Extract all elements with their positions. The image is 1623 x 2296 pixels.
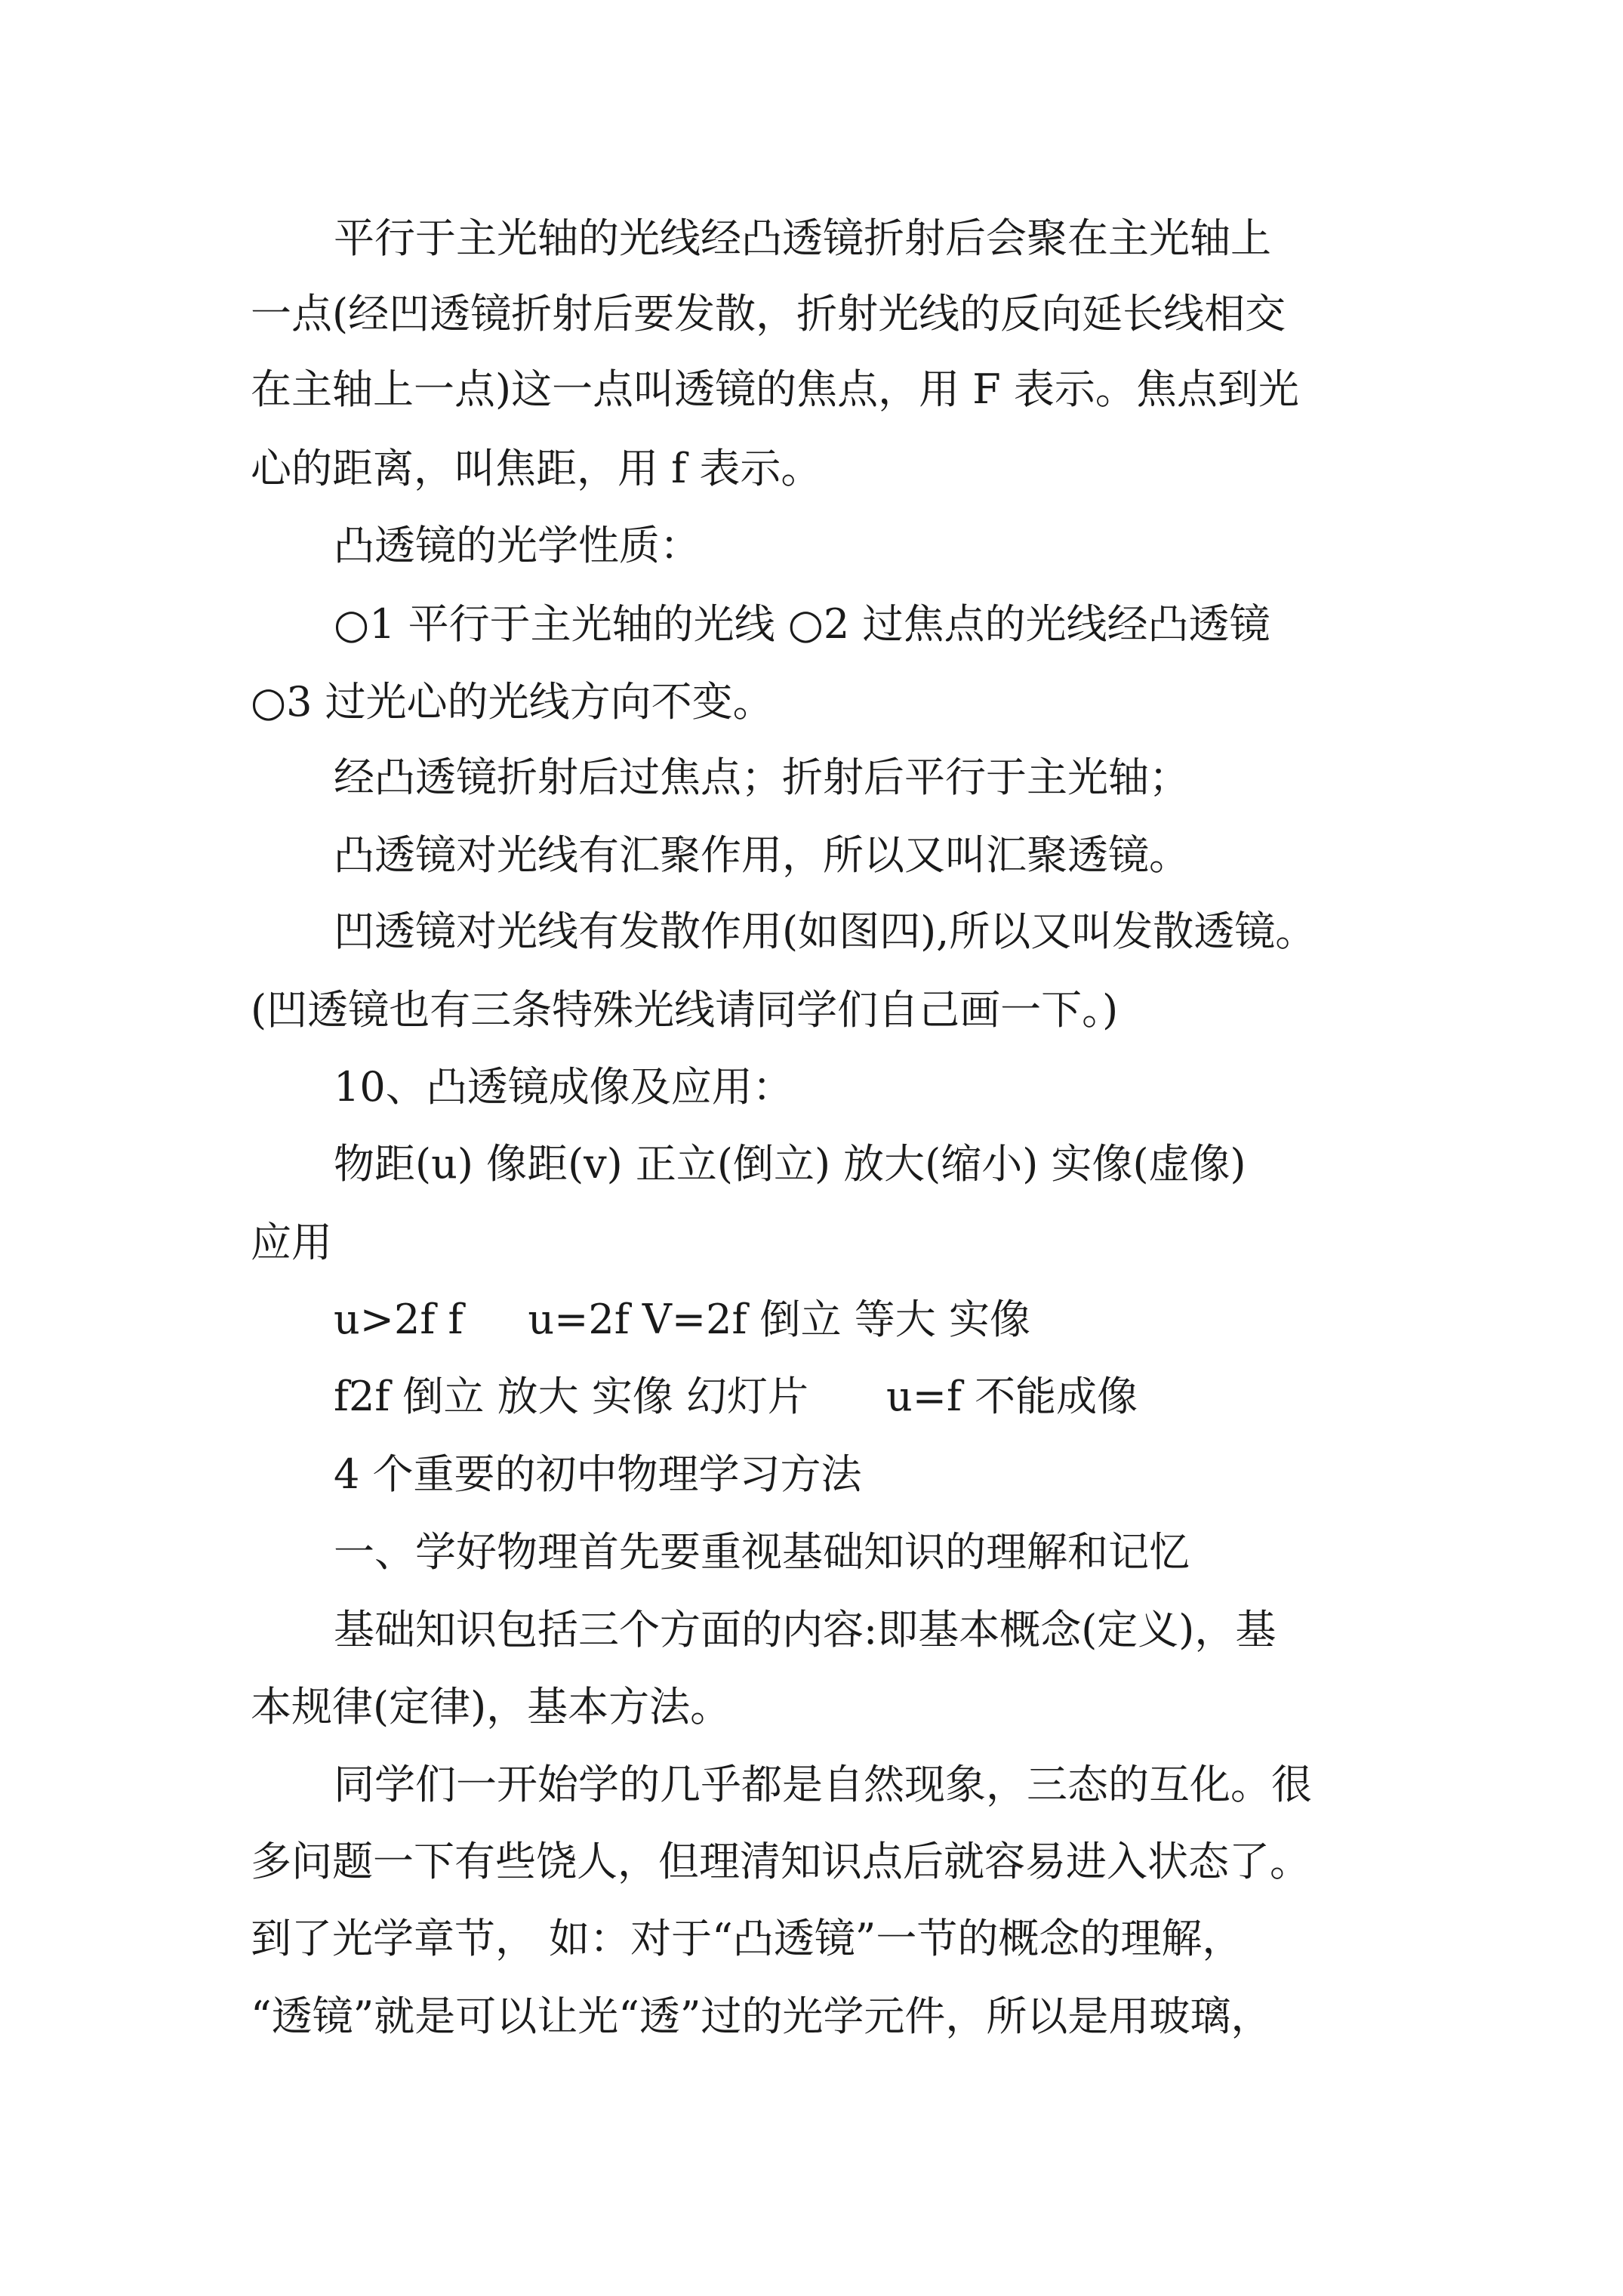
paragraph-line: 基础知识包括三个方面的内容:即基本概念(定义)，基 — [334, 1606, 1277, 1653]
section-heading: 一、学好物理首先要重视基础知识的理解和记忆 — [334, 1528, 1190, 1576]
paragraph-line: 物距(u) 像距(v) 正立(倒立) 放大(缩小) 实像(虚像) — [334, 1140, 1246, 1188]
paragraph-line: 多问题一下有些饶人，但理清知识点后就容易进入状态了。 — [251, 1838, 1310, 1885]
paragraph-line: 平行于主光轴的光线经凸透镜折射后会聚在主光轴上 — [334, 214, 1271, 262]
paragraph-line: 应用 — [251, 1219, 332, 1266]
paragraph-line: f2f 倒立 放大 实像 幻灯片 u=f 不能成像 — [334, 1373, 1138, 1420]
paragraph-line: 到了光学章节， 如：对于“凸透镜”一节的概念的理解， — [251, 1915, 1243, 1962]
paragraph-line: ○3 过光心的光线方向不变。 — [251, 678, 774, 726]
paragraph-line: 一点(经凹透镜折射后要发散，折射光线的反向延长线相交 — [251, 290, 1286, 337]
paragraph-line: 凹透镜对光线有发散作用(如图四),所以又叫发散透镜。 — [334, 908, 1317, 955]
paragraph-line: 心的距离，叫焦距，用 f 表示。 — [251, 445, 822, 492]
paragraph-line: 经凸透镜折射后过焦点；折射后平行于主光轴； — [334, 754, 1190, 801]
paragraph-line: 在主轴上一点)这一点叫透镜的焦点，用 F 表示。焦点到光 — [251, 365, 1299, 413]
paragraph-line: 凸透镜的光学性质： — [334, 522, 701, 569]
paragraph-line: ○1 平行于主光轴的光线 ○2 过焦点的光线经凸透镜 — [334, 600, 1270, 648]
paragraph-line: 10、凸透镜成像及应用： — [334, 1063, 793, 1111]
paragraph-line: 本规律(定律)，基本方法。 — [251, 1683, 731, 1730]
paragraph-line: 同学们一开始学的几乎都是自然现象，三态的互化。很 — [334, 1761, 1312, 1808]
paragraph-line: “透镜”就是可以让光“透”过的光学元件，所以是用玻璃， — [251, 1992, 1272, 2040]
paragraph-line: (凹透镜也有三条特殊光线请同学们自己画一下。) — [251, 986, 1119, 1034]
section-heading: 4 个重要的初中物理学习方法 — [334, 1450, 862, 1498]
paragraph-line: 凸透镜对光线有汇聚作用，所以又叫汇聚透镜。 — [334, 831, 1190, 879]
paragraph-line: u>2f f u=2f V=2f 倒立 等大 实像 — [334, 1296, 1030, 1343]
